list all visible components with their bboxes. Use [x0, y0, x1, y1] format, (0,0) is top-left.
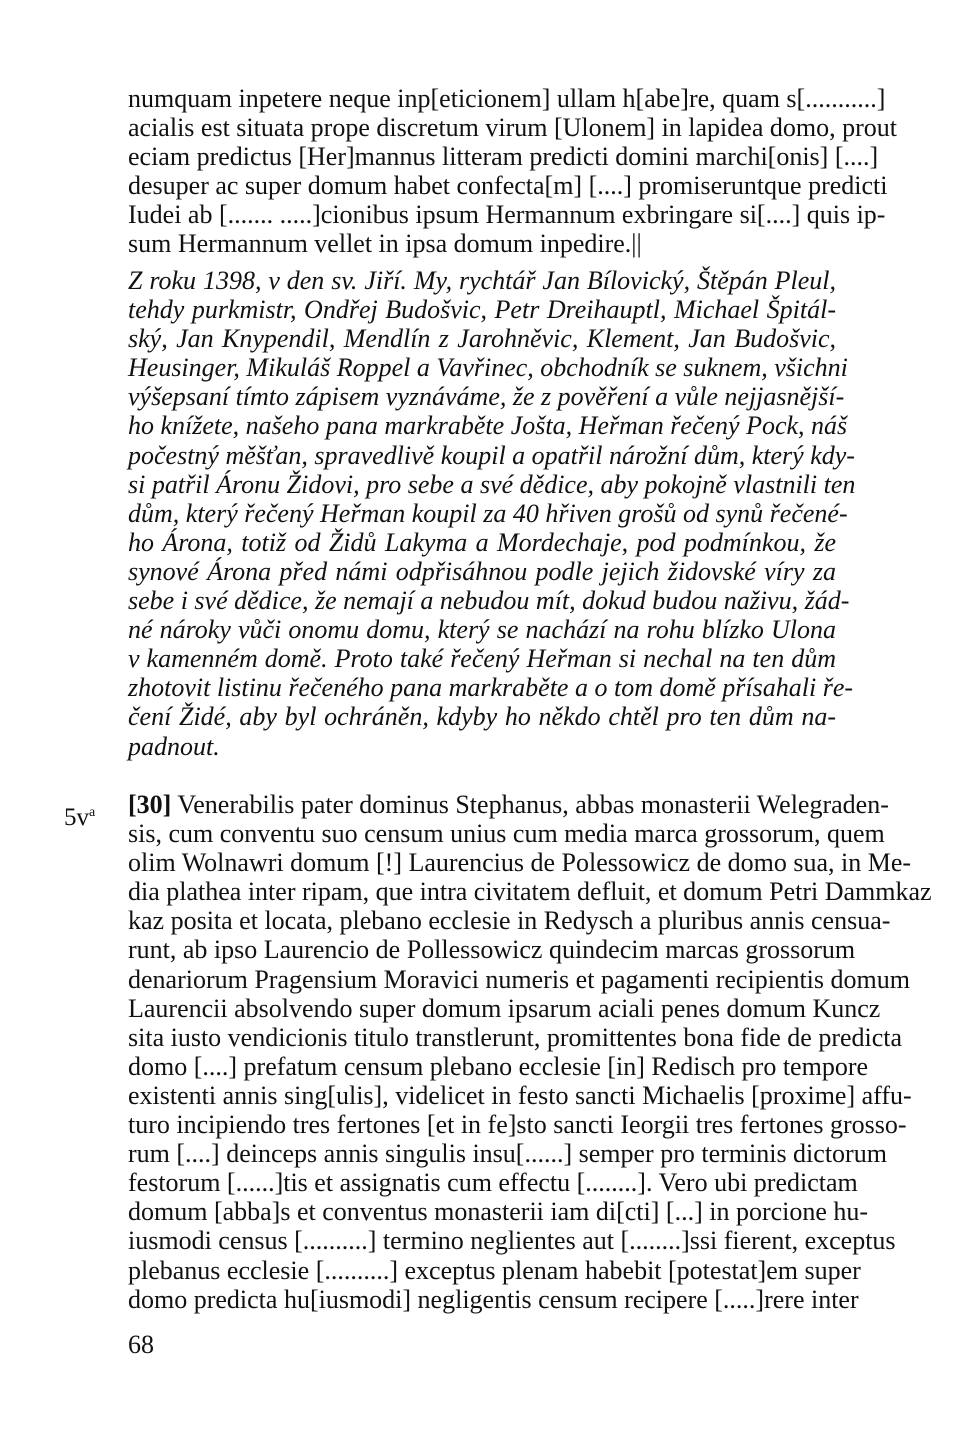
text-line: acialis est situata prope discretum virum [Ulonem] in lapidea domo, prout [128, 113, 897, 143]
text-line: sis, cum conventu suo censum unius cum media marca grossorum, quem [128, 819, 885, 849]
text-line: eciam predictus [Her]mannus litteram predicti domini marchi[onis] [....] [128, 142, 879, 172]
latin-passage-1 [128, 84, 897, 259]
text-line: domum [abba]s et conventus monasterii iam di[cti] [...] in porcione hu- [128, 1197, 869, 1227]
text-line: ho knížete, našeho pana markraběte Jošta, Heřman řečený Pock, náš [128, 411, 848, 441]
text-line: padnout. [128, 731, 220, 761]
page-number: 68 [128, 1330, 154, 1359]
text-line: olim Wolnawri domum [!] Laurencius de Polessowicz de domo sua, in Me- [128, 848, 912, 878]
text-line: existenti annis sing[ulis], videlicet in festo sancti Michaelis [proxime] affu- [128, 1080, 912, 1110]
folio-margin-note [64, 798, 95, 832]
text-line: sum Hermannum vellet in ipsa domum inpedire.|| [128, 229, 642, 259]
czech-translation [128, 266, 856, 761]
text-line: Z roku 1398, v den sv. Jiří. My, rychtář Jan Bílovický, Štěpán Pleul, [128, 266, 836, 295]
text-line: Heusinger, Mikuláš Roppel a Vavřinec, obchodník se suknem, všichni [128, 353, 848, 383]
text-line: tehdy purkmistr, Ondřej Budošvic, Petr Dreihauptl, Michael Špitál- [128, 295, 836, 325]
text-line: kaz posita et locata, plebano ecclesie in Redysch a pluribus annis censua- [128, 906, 891, 936]
text-line: ský, Jan Knypendil, Mendlín z Jarohněvic, Klement, Jan Budošvic, [128, 324, 836, 354]
text-line: denariorum Pragensium Moravici numeris et pagamenti recipientis domum [128, 964, 910, 994]
text-line: Laurencii absolvendo super domum ipsarum aciali penes domum Kuncz [128, 993, 881, 1023]
text-line: Iudei ab [....... .....]cionibus ipsum Hermannum exbringare si[....] quis ip- [128, 200, 886, 230]
text-line [128, 790, 889, 819]
text-line: turo incipiendo tres fertones [et in fe]sto sancti Ieorgii tres fertones grosso- [128, 1110, 907, 1140]
text-line: čení Židé, aby byl ochráněn, kdyby ho někdo chtěl pro ten dům na- [128, 702, 836, 732]
text-line: domo [....] prefatum censum plebano ecclesie [in] Redisch pro tempore [128, 1051, 869, 1081]
text-line-content: Venerabilis pater dominus Stephanus, abbas monasterii Welegraden- [171, 790, 889, 819]
text-line: dia plathea inter ripam, que intra civitatem defluit, et domum Petri Dammkaz [128, 877, 932, 907]
entry-number: [30] [128, 790, 172, 819]
text-line: sebe i své dědice, že nemají a nebudou mít, dokud budou naživu, žád- [128, 586, 850, 616]
text-line: ho Árona, totiž od Židů Lakyma a Mordechaje, pod podmínkou, že [128, 527, 836, 557]
text-line: festorum [......]tis et assignatis cum effectu [........]. Vero ubi predictam [128, 1168, 858, 1198]
text-line: domo predicta hu[iusmodi] negligentis censum recipere [.....]rere inter [128, 1284, 859, 1314]
text-line: zhotovit listinu řečeného pana markraběte a o tom domě přísahali ře- [128, 673, 854, 703]
latin-passage-2 [128, 790, 932, 1314]
text-line: iusmodi census [..........] termino neglientes aut [........]ssi fierent, exceptus [128, 1226, 896, 1256]
text-line: né nároky vůči onomu domu, který se nachází na rohu blízko Ulona [128, 615, 836, 645]
text-line: výšepsaní tímto zápisem vyznáváme, že z pověření a vůle nejjasnější- [128, 382, 845, 412]
text-line: si patřil Áronu Židovi, pro sebe a své dědice, aby pokojně vlastnili ten [128, 469, 856, 499]
text-line: numquam inpetere neque inp[eticionem] ullam h[abe]re, quam s[...........] [128, 84, 886, 113]
text-line: plebanus ecclesie [..........] exceptus plenam habebit [potestat]em super [128, 1255, 861, 1285]
folio-superscript: a [89, 805, 96, 820]
text-line: v kamenném domě. Proto také řečený Heřman si nechal na ten dům [128, 644, 836, 674]
text-line: počestný měšťan, spravedlivě koupil a opatřil nárožní dům, který kdy- [128, 440, 855, 470]
text-line: desuper ac super domum habet confecta[m] [....] promiseruntque predicti [128, 171, 888, 201]
text-line: rum [....] deinceps annis singulis insu[......] semper pro terminis dictorum [128, 1139, 887, 1169]
text-line: sita iusto vendicionis titulo transtlerunt, promittentes bona fide de predicta [128, 1022, 903, 1052]
text-line: dům, který řečený Heřman koupil za 40 hřiven grošů od synů řečené- [128, 498, 848, 528]
folio-number: 5v [64, 804, 89, 831]
text-line: runt, ab ipso Laurencio de Pollessowicz quindecim marcas grossorum [128, 935, 856, 965]
text-line: synové Árona před námi odpřisáhnou podle jejich židovské víry za [128, 556, 836, 586]
